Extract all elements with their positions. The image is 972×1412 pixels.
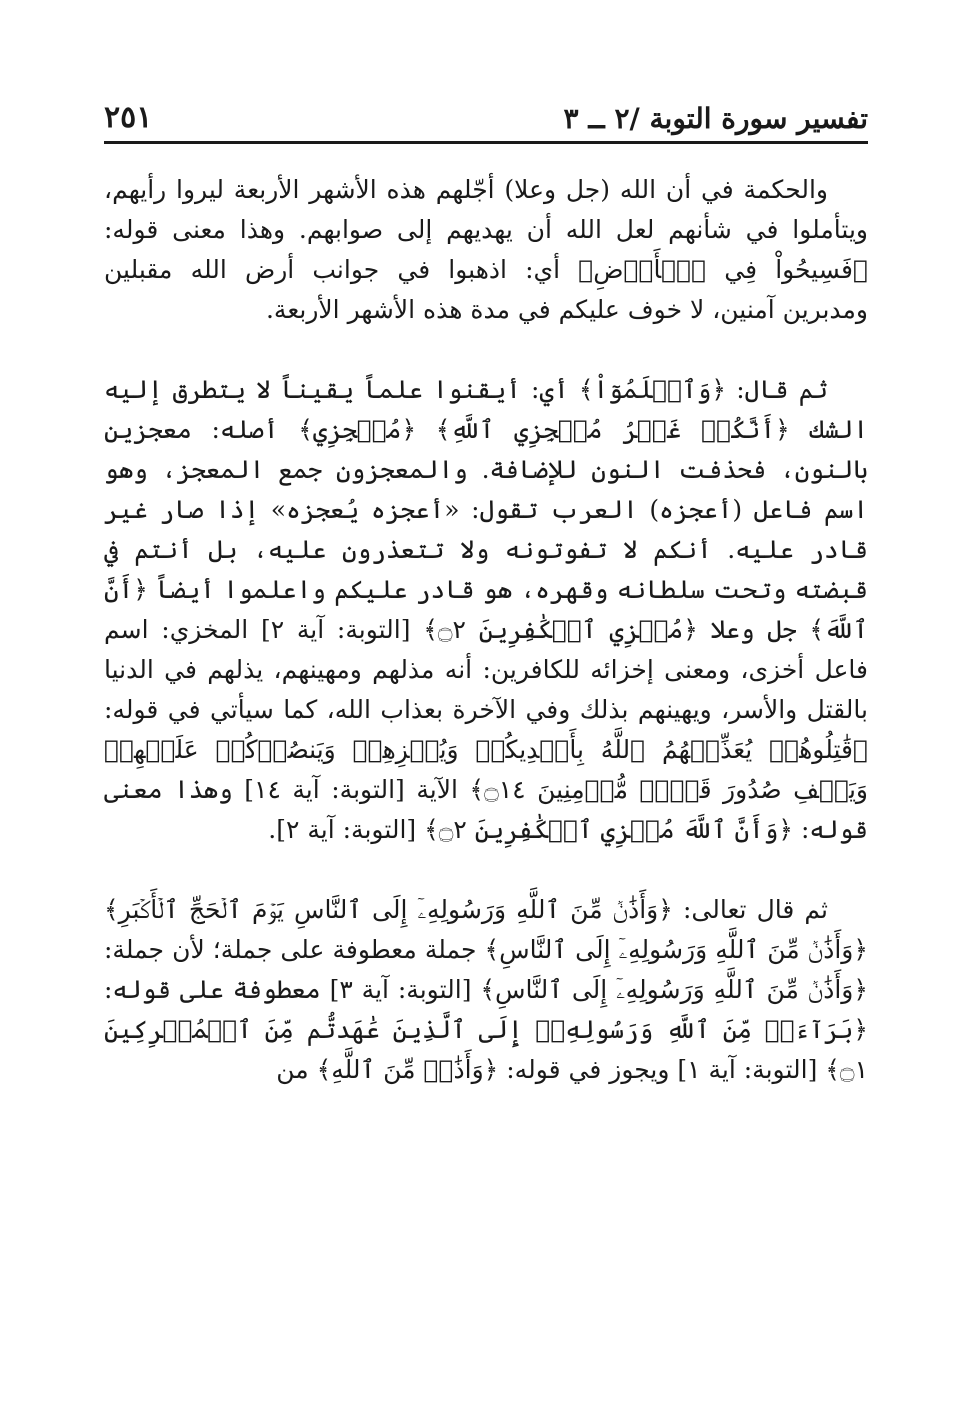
paragraph-text: ثم قال تعالى: ﴿وَأَذَٰنٞ مِّنَ ٱللَّهِ وَرَسُولِهِۦٓ إِلَى ٱلنَّاسِ يَوۡمَ ٱلۡحَجِّ ٱلۡأَكۡبَرِ﴾ ﴿وَأَذَٰنٞ مِّنَ ٱللَّهِ وَرَسُولِهِۦٓ إِلَى ٱلنَّاسِ﴾ جملة معطوفة على جملة؛ لأن جملة: ﴿وَأَذَٰنٞ مِّنَ ٱللَّهِ وَرَسُولِهِۦٓ إِلَى ٱلنَّاسِ﴾ [التوبة: آية ٣] معطوفة على قوله: ﴿بَرَآءَةٞ مِّنَ ٱللَّهِ وَرَسُولِهِۦٓ إِلَى ٱلَّذِينَ عَٰهَدتُّم مِّنَ ٱلۡمُشۡرِكِينَ ۝١﴾ [التوبة: آية ١] ويجوز في قوله: ﴿وَأَذَٰنٞ مِّنَ ٱللَّهِ﴾ من — [104, 895, 868, 1084]
page-number: ٢٥١ — [104, 100, 153, 135]
paragraph-text: والحكمة في أن الله (جل وعلا) أجّلهم هذه الأشهر الأربعة ليروا رأيهم، ويتأملوا في شأنهم لعل الله أن يهديهم إلى صوابهم. وهذا معنى قوله: ﴿فَسِيحُواْ فِي ٱلۡأَرۡضِ﴾ أي: اذهبوا في جوانب أرض الله مقبلين ومدبرين آمنين، لا خوف عليكم في مدة هذه الأشهر الأربعة. — [104, 175, 868, 324]
paragraph-1 — [104, 170, 868, 330]
running-title: تفسير سورة التوبة /٢ ــ ٣ — [563, 102, 868, 135]
paragraph-3 — [104, 890, 868, 1090]
paragraph-2 — [104, 370, 868, 850]
paragraph-text: ثم قال: ﴿وَٱعۡلَمُوٓاْ﴾ أي: أيقنوا علماً يقيناً لا يتطرق إليه الشك ﴿أَنَّكُمۡ غَيۡرُ مُعۡجِزِي ٱللَّهِ﴾ ﴿مُعۡجِزِي﴾ أصله: معجزين بالنون، فحذفت النون للإضافة. والمعجزون جمع المعجز، وهو اسم فاعل (أعجزه) العرب تقول: «أعجزه يُعجزه» إذا صار غير قادر عليه. أنكم لا تفوتونه ولا تتعذرون عليه، بل أنتم في قبضته وتحت سلطانه وقهره، هو قادر عليكم واعلموا أيضاً ﴿أَنَّ ٱللَّهَ﴾ جل وعلا ﴿مُخۡزِي ٱلۡكَٰفِرِينَ ۝٢﴾ [التوبة: آية ٢] المخزي: اسم فاعل أخزى، ومعنى إخزائه للكافرين: أنه مذلهم ومهينهم، يذلهم في الدنيا بالقتل والأسر، ويهينهم بذلك وفي الآخرة بعذاب الله، كما سيأتي في قوله: ﴿قَٰتِلُوهُمۡ يُعَذِّبۡهُمُ ٱللَّهُ بِأَيۡدِيكُمۡ وَيُخۡزِهِمۡ وَيَنصُرۡكُمۡ عَلَيۡهِمۡ وَيَشۡفِ صُدُورَ قَوۡمٖ مُّؤۡمِنِينَ ۝١٤﴾ الآية [التوبة: آية ١٤] وهذا معنى قوله: ﴿وَأَنَّ ٱللَّهَ مُخۡزِي ٱلۡكَٰفِرِينَ ۝٢﴾ [التوبة: آية ٢]. — [104, 375, 868, 844]
body-text — [104, 170, 868, 1372]
page-header — [104, 88, 868, 144]
